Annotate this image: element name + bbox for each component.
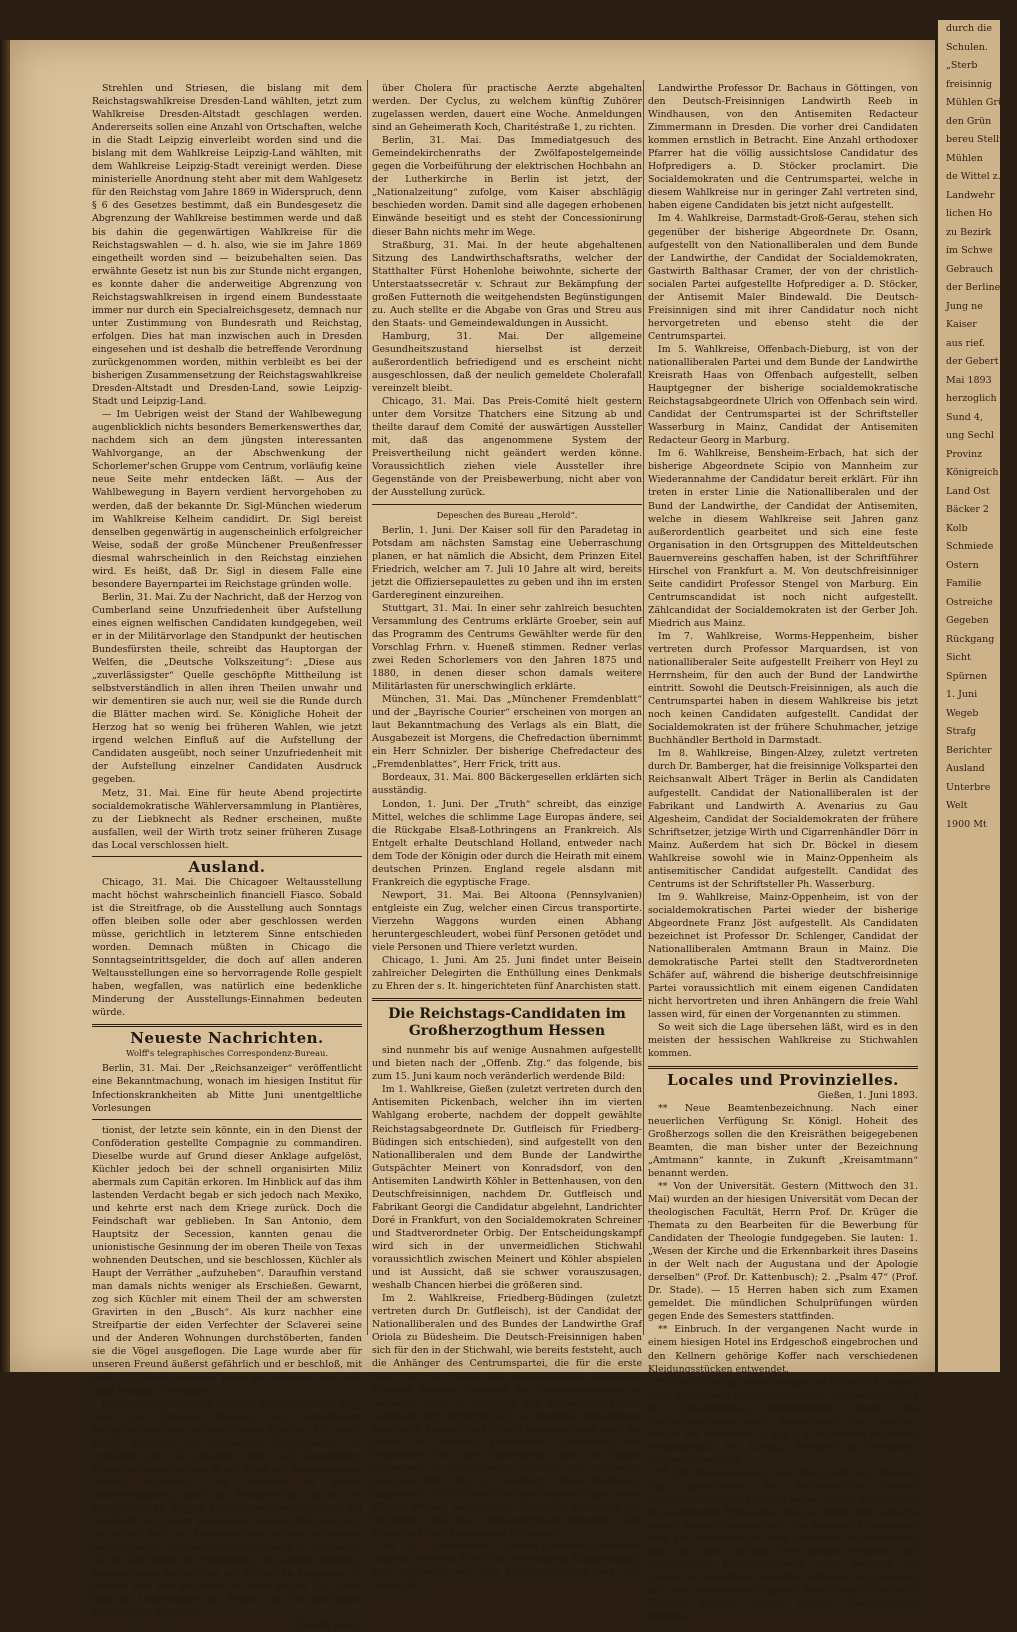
article-paragraph: ** Von der Universität. Gestern (Mittwoch den 31. Mai) wurden an der hiesigen Universität vom Decan der theologischen Facultät, Herrn Prof. Dr. Krüger die Themata zu den Bearbeiten für die Bewerbung für Candidaten der Theologie fundgegeben. Sie lauten: 1. „Wesen der Kirche und die Erkennbarkeit ihres Daseins in der Welt nach der Augustana und der Apologie derselben“ (Prof. Dr. Kattenbusch); 2. „Psalm 47“ (Prof. Dr. Stade). — 15 Herren haben sich zum Examen gemeldet. Die mündlichen Schulprüfungen würden gegen Ende des Semesters stattfinden. xyxy=(648,1180,918,1323)
facing-page-line: Strafg xyxy=(946,726,977,737)
article-paragraph: Chicago, 1. Juni. Am 25. Juni findet unter Beisein zahlreicher Delegirten die Enthüllung eines Denkmals zu Ehren der s. It. hingerichteten fünf Anarchisten statt. xyxy=(372,955,642,993)
article-paragraph: So weit sich die Lage übersehen läßt, wird es in den meisten der hessischen Wahlkreise zu Stichwahlen kommen. xyxy=(648,1022,918,1060)
article-paragraph: Chicago, 31. Mai. Das Preis-Comité hielt gestern unter dem Vorsitze Thatchers eine Sitzung ab und theilte darauf dem Comité der auswärtigen Aussteller mit, daß das angenommene System der Preisvertheilung nicht geändert werden könne. Voraussichtlich ziehen viele Aussteller ihre Gegenstände von der Preisbewerbung, nicht aber von der Ausstellung zurück. xyxy=(372,396,642,499)
facing-page-line: der Berliner xyxy=(946,282,1005,293)
article-paragraph: Berlin, 1. Juni. Der Kaiser soll für den Paradetag in Potsdam am nächsten Samstag eine Ueberraschung planen, er hat nämlich die Absicht, dem Prinzen Eitel Friedrich, welcher am 7. Juli 10 Jahre alt wird, bereits jetzt die Offiziersepaulettes zu geben und ihn im ersten Gardereginent einzureihen. xyxy=(372,524,642,601)
facing-page-line: im Schwe xyxy=(946,245,993,256)
facing-page-line: de Wittel z. xyxy=(946,171,1001,182)
facing-page-line: zu Bezirk xyxy=(946,226,992,238)
bureau-subheading: Wolff's telegraphisches Correspondenz-Bureau. xyxy=(125,1048,329,1059)
facing-page-fragment xyxy=(938,20,1017,1372)
section-heading-locales: Locales und Provinzielles. xyxy=(667,1070,899,1089)
dateline: Gießen, 1. Juni 1893. xyxy=(817,1089,918,1101)
section-heading-ausland: Ausland. xyxy=(188,857,266,876)
facing-page-line: Gegeben xyxy=(946,615,989,626)
facing-page-line: ung Sechl xyxy=(946,430,994,441)
article-paragraph: ** Für Taubenzüchter. Vom Main wird der „Darmst. Ztg.“ geschrieben: Die Taubenzüchter unserer weitesten Umgebung führen neuer bittere Klagen über die auffallende Thatsache, daß nur selten die Aufzucht junger Tauben gelingen will. Die seltsame Erscheinung wird von Sachkundigen dem Umstande zugeschrieben, daß die alten Tauben ihre Jungen mitunter mit aufgequellten Dungsalzkörnern atzen, wodurch die Jungen an Vergiftung verenden, während das Dungsalz bei den widerstandsfähigeren Alten seine schädliche Wirkung weniger äußert. Manche Taubenzüchter erleiden xyxy=(648,1467,918,1623)
article-paragraph: Im 9. Wahlkreise, Mainz-Oppenheim, ist von der socialdemokratischen Partei wieder der bisherige Abgeordnete Franz Jöst aufgestellt. Als Candidaten bezeichnet ist Professor Dr. Schlenger, Candidat der Nationalliberalen Amtmann Braun in Mainz. Die demokratische Partei stellt den Stadtverordneten Schäfer auf, während die bisherige deutschfreisinnige Partei voraussichtlich mit einem eigenen Candidaten nicht hervortreten und ihren Anhängern die freie Wahl lassen wird, für einen der Vorgenannten zu stimmen. xyxy=(648,891,918,1021)
facing-page-line: aus rief. xyxy=(946,337,986,349)
article-paragraph: über Cholera für practische Aerzte abgehalten werden. Der Cyclus, zu welchem künftig Zuhörer zugelassen werden, dauert eine Woche. Anmeldungen sind an Geheimerath Koch, Charitéstraße 1, zu richten. xyxy=(372,83,642,134)
facing-page-line: Spürnen xyxy=(946,670,988,682)
facing-page-line: Jung ne xyxy=(946,300,983,312)
facing-page-line: Land Ost xyxy=(946,485,990,497)
article-paragraph: Chicago, 31. Mai. Die Chicagoer Weltausstellung macht höchst wahrscheinlich financiell Fiasco. Sobald ist die Streitfrage, ob die Ausstellung auch Sonntags offen bleiben solle oder aber geschlossen werden müsse, gerichtlich in letzterem Sinne entschieden worden. Demnach müßten in Chicago die Sonntagseintrittsgelder, die doch auf allen anderen Weltausstellungen eine so hervorragende Rolle gespielt haben, wegfallen, was natürlich eine bedenkliche Minderung der Ausstellungs-Einnahmen bedeuten würde. xyxy=(92,876,362,1019)
article-paragraph: Strehlen und Striesen, die bislang mit dem Reichstagswahlkreise Dresden-Land wählten, jetzt zum Wahlkreise Dresden-Altstadt geschlagen werden. Andererseits sollen eine Anzahl von Ortschaften, welche in die Stadt Leipzig einverleibt worden sind und die bislang mit dem Wahlkreise Leipzig-Land wählten, mit dem Wahlkreise Leipzig-Stadt vereinigt werden. Diese ministerielle Anordnung steht aber mit dem Wahlgesetz für den Reichstag vom Jahre 1869 in Widerspruch, denn § 6 des Gesetzes bestimmt, daß ein Bundesgesetz die Abgrenzung der Wahlkreise bestimmen werde und daß bis dahin die gegenwärtigen Wahlkreise für die Reichstagswahlen — d. h. also, wie sie im Jahre 1869 eingetheilt worden sind — beizubehalten seien. Das erwähnte Gesetz ist nun bis zur Stunde nicht ergangen, es konnte daher die anderweitige Abgrenzung von Reichstagswahlkreisen in irgend einem Bundesstaate immer nur durch ein Specialreichsgesetz, demnach nur unter Zustimmung von Bundesrath und Reichstag, erfolgen. Dies hat man inzwischen auch in Dresden eingesehen und ist deshalb die betreffende Verordnung zurückgenommen worden, mithin verbleibt es bei der bisherigen Zusammensetzung der Reichstagswahlkreise Dresden-Altstadt und Dresden-Land, sowie Leipzig-Stadt und Leipzig-Land. xyxy=(92,83,362,408)
article-paragraph: Straßburg, 31. Mai. In der heute abgehaltenen Sitzung des Landwirthschaftsraths, welcher der Statthalter Fürst Hohenlohe beiwohnte, sicherte der Unterstaatssecretär v. Schraut zur Bekämpfung der großen Futternoth die weitgehendsten Begünstigungen zu. Auch stellte er die Abgabe von Gras und Streu aus den Staats- und Gemeindewaldungen in Aussicht. xyxy=(372,239,642,329)
article-paragraph: sind nunmehr bis auf wenige Ausnahmen aufgestellt und bieten nach der „Offenb. Ztg.“ das folgende, bis zum 15. Juni kaum noch veränderlich werdende Bild: xyxy=(372,1045,642,1083)
facing-page-line: bereu Stellung xyxy=(946,134,1017,145)
facing-page-line: Kolb xyxy=(946,522,968,534)
column-2 xyxy=(372,82,642,1592)
article-paragraph: ** Neue Beamtenbezeichnung. Nach einer neuerlichen Verfügung Sr. Königl. Hoheit des Großherzogs sollen die den Kreisräthen beigegebenen Beamten, die man bisher unter der Bezeichnung „Amtmann“ kannte, in Zukunft „Kreisamtmann“ benannt werden. xyxy=(648,1102,918,1179)
article-paragraph: München, 31. Mai. Das „Münchener Fremdenblatt“ und der „Bayrische Courier“ erscheinen von morgen an laut Bekanntmachung des Verlags als ein Blatt, die Ausgabezeit ist Morgens, die Chefredaction übernimmt ein Herr Schnizler. Der bisherige Chefredacteur des „Fremdenblattes“, Herr Frick, tritt aus. xyxy=(372,694,642,771)
section-divider xyxy=(92,1024,362,1027)
article-paragraph: Hamburg, 31. Mai. Der allgemeine Gesundheitszustand hierselbst ist derzeit außerordentlich befriedigend und es erscheint nicht ausgeschlossen, daß der neulich gemeldete Cholerafall vereinzelt bleibt. xyxy=(372,330,642,395)
facing-page-line: Sund 4, xyxy=(946,411,983,423)
feuilleton-divider xyxy=(92,1119,362,1120)
facing-page-line: Provinz xyxy=(946,448,983,460)
article-paragraph: Im 6. Wahlkreise, Bensheim-Erbach, hat sich der bisherige Abgeordnete Scipio von Mannheim zur Wiederannahme der Candidatur bereit erklärt. Für ihn treten in erster Linie die Nationalliberalen und der Bund der Landwirthe, der Candidat der Antisemiten, welche in diesem Wahlkreise seit Jahren ganz außerordentlich gearbeitet und sich eine feste Organisation in den Ortsgruppen des Mitteldeutschen Bauernvereins geschaffen haben, ist der Schriftführer Hirschel von Frankfurt a. M. Von deutschfreisinniger Seite candidirt Professor Stengel von Marburg. Ein Centrumscandidat ist noch nicht aufgestellt. Zählcandidat der Socialdemokraten ist der Gerber Joh. Miedrich aus Mainz. xyxy=(648,448,918,629)
facing-page-line: „Sterb xyxy=(946,60,978,71)
section-heading-hessen: Die Reichstags-Candidaten im Großherzogthum Hessen xyxy=(388,1006,626,1040)
facing-page-line: Sicht xyxy=(946,652,971,663)
facing-page-line: Königreich xyxy=(946,467,999,478)
facing-page-line: herzoglich xyxy=(946,393,997,404)
article-paragraph: Berlin, 31. Mai. Der „Reichsanzeiger“ veröffentlicht eine Bekanntmachung, wonach im hiesigen Institut für Infectionskrankheiten ab Mitte Juni unentgeltliche Vorlesungen xyxy=(92,1063,362,1114)
article-paragraph: ** Seitz-Stiftung. Bewerbungen um die am 14. August fällig werdenden diesjährigen Gaben der Seitz-Stiftung für Unterstützung nothleidender Aerzte des Großherzogthums oder Angehöriger von solchen, mögen bis spätestens 1. Juli l. J. begründet bei Herrn Medicinalrath Dr. Lorenz, Kreisarzt in Friedberg, eingereicht werden. xyxy=(648,1376,918,1466)
article-paragraph: Berlin, 31. Mai. Das Immediatgesuch des Gemeindekirchenraths der Zwölfapostelgemeinde gegen die Vorbeiführung der elektrischen Hochbahn an der Lutherkirche in Berlin ist jetzt, der „Nationalzeitung“ zufolge, vom Kaiser abschlägig beschieden worden. Damit sind alle dagegen erhobenen Einwände beseitigt und es steht der Concessionirung dieser Bahn nichts mehr im Wege. xyxy=(372,135,642,238)
facing-page-line: Wegeb xyxy=(946,707,979,719)
article-paragraph: Im 7. Wahlkreise, Worms-Heppenheim, bisher vertreten durch Professor Marquardsen, ist von nationalliberaler Seite aufgestellt Freiherr von Heyl zu Herrnsheim, für den auch der Bund der Landwirthe eintritt. Sowohl die Deutsch-Freisinnigen, als auch die Centrumspartei haben in diesem Wahlkreise bis jetzt noch keinen Candidaten aufgestellt. Candidat der Socialdemokraten ist der frühere Schuhmacher, jetzige Buchhändler Berthold in Darmstadt. xyxy=(648,630,918,747)
article-paragraph: Landwirthe Professor Dr. Bachaus in Göttingen, von den Deutsch-Freisinnigen Landwirth Reeb in Windhausen, von den Antisemiten Redacteur Zimmermann in Dresden. Die vorher drei Candidaten kommen ernstlich in Betracht. Eine Anzahl orthodoxer Pfarrer hat die völlig aussichtslose Candidatur des Hofpredigers a. D. Stöcker proclamirt. Die Socialdemokraten und die Centrumspartei, welche in diesem Wahlkreise nur in geringer Zahl vertreten sind, haben eigene Candidaten bis jetzt nicht aufgestellt. xyxy=(648,83,918,212)
facing-page-line: freisinnig xyxy=(946,78,992,90)
column-rule-2 xyxy=(643,80,644,1335)
bureau-subheading: Depeschen des Bureau „Herold“. xyxy=(436,509,578,520)
section-divider xyxy=(372,504,642,505)
facing-page-line: Berichter xyxy=(946,744,992,756)
facing-page-line: den Grün xyxy=(946,115,992,127)
column-rule-1 xyxy=(367,80,368,1335)
facing-page-line: Kaiser xyxy=(946,319,977,330)
facing-page-line: Ostreiche xyxy=(946,596,993,608)
facing-page-line: Gebrauch xyxy=(946,263,994,275)
article-paragraph: ** Einbruch. In der vergangenen Nacht wurde in einem hiesigen Hotel ins Erdgeschoß eingebrochen und den Kellnern gehörige Koffer nach verschiedenen Kleidungsstücken entwendet. xyxy=(648,1324,918,1375)
article-paragraph: — Im Uebrigen weist der Stand der Wahlbewegung augenblicklich nichts besonders Bemerkenswerthes dar, nachdem sich an dem jüngsten interessanten Wahlvorgange, an der Abschwenkung der Schorlemer'schen Gruppe vom Centrum, vorläufig keine neue Seite mehr entdecken läßt. — Aus der Wahlbewegung in Bayern verdient hervorgehoben zu werden, daß der bekannte Dr. Sigl-München wiederum im Wahlkreise Kelheim candidirt. Dr. Sigl bereist denselben gegenwärtig in augenscheinlich erfolgreicher Weise, sodaß der große Münchener Preußenfresser diesmal wahrscheinlich in den Reichstag einziehen wird. Es heißt, daß Dr. Sigl in diesem Falle eine besondere Bayernpartei im Reichstage gründen wolle. xyxy=(92,409,362,590)
article-paragraph: Im 2. Wahlkreise, Friedberg-Büdingen (zuletzt vertreten durch Dr. Gutfleisch), ist der Candidat der Nationalliberalen und des Bundes der Landwirthe Graf Oriola zu Büdesheim. Die Deutsch-Freisinnigen haben sich für den in der Stichwahl, wie bereits feststeht, auch die Anhänger des Centrumspartei, die für die erste Wahl den Dr. Lieber als Zählcandidaten aufstellen, stimmen werden. Candidat der Socialdemokraten ist Gastwirth Prinz in Frankfurt. Die Antisemiten haben, nachdem der ursprünglich in Aussicht genommene Landwirth Leopard in Melbach abgelehnt und auch die darauf in Aussicht genommene Candidatur des Schneiders Pelz von Dauernheim nicht zu Stande gekommen zu sein scheint, nunmehr den Landwirth Johannes Bär VIII. in Rohrbach (Kreis Büdingen) aufgestellt. Die Christlich-Socialen beabsichtigen einen Pfarrer Werner aufzustellen. Jedenfalls kommt es zur Stichwahl und zwar voraussichtlich zwischen Graf Oriola und dem Antisemiten Grünewald. xyxy=(372,1293,642,1539)
article-paragraph: Bordeaux, 31. Mai. 800 Bäckergesellen erklärten sich ausständig. xyxy=(372,772,642,797)
facing-page-line: Landwehr xyxy=(946,189,995,201)
facing-page-line: Schmiede xyxy=(946,541,994,552)
facing-page-line: Bäcker 2 xyxy=(946,504,989,515)
facing-page-line: Mühlen Grün xyxy=(946,97,1011,108)
article-paragraph: Im 4. Wahlkreise, Darmstadt-Groß-Gerau, stehen sich gegenüber der bisherige Abgeordnete Dr. Osann, aufgestellt von den Nationalliberalen und dem Bunde der Landwirthe, der Candidat der Socialdemokraten, Gastwirth Balthasar Cramer, der von der christlich-socialen Partei aufgestellte Hofprediger a. D. Stöcker, der Antisemit Maler Bindewald. Die Deutsch-Freisinnigen sind mit ihrer Candidatur noch nicht hervorgetreten und ebenso steht die der Centrumspartei. xyxy=(648,213,918,342)
section-divider xyxy=(648,1066,918,1069)
facing-page-line: Ostern xyxy=(946,559,979,571)
facing-page-line: lichen Ho xyxy=(946,208,993,219)
facing-page-line: 1. Juni xyxy=(946,689,978,700)
facing-page-line: 1900 Mt xyxy=(946,818,987,830)
facing-page-line: Mühlen xyxy=(946,152,983,164)
facing-page-line: Ausland xyxy=(946,763,985,774)
article-paragraph: Im 8. Wahlkreise, Bingen-Alzey, zuletzt vertreten durch Dr. Bamberger, hat die freisinnige Volkspartei den Reichsanwalt Albert Träger in Berlin als Candidaten aufgestellt. Candidat der Nationalliberalen ist der Fabrikant und Landwirth A. Avenarius zu Gau Algesheim, Candidat der Socialdemokraten der frühere Schriftsetzer, jetzige Wirth und Cigarrenhändler Dörr in Mainz. Außerdem hat sich Dr. Böckel in diesem Wahlkreise sowohl wie in Mainz-Oppenheim als antisemitischer Candidat aufgestellt. Candidat des Centrums ist der Schriftsteller Ph. Wasserburg. xyxy=(648,748,918,890)
facing-page-line: Schulen. xyxy=(946,41,988,53)
facing-page-line: Familie xyxy=(946,578,982,589)
article-paragraph: Berlin, 31. Mai. Zu der Nachricht, daß der Herzog von Cumberland seine Unzufriedenheit über Aufstellung eines eignen welfischen Candidaten kundgegeben, weil er in der Militärvorlage den Standpunkt der heutischen Bundesfürsten theile, schreibt das Hauptorgan der Welfen, die „Deutsche Volkszeitung“: „Diese aus „zuverlässigster“ Quelle geschöpfte Mittheilung ist selbstverständlich in allen ihren Theilen unwahr und wir dementiren sie auch nur, weil sie die Runde durch die Blätter machen wird. Se. Königliche Hoheit der Herzog hat so wenig bei früheren Wahlen, wie jetzt irgend welchen Einfluß auf die Aufstellung der Candidaten ausgeübt, noch seiner Unzufriedenheit mit der Aufstellung einzelner Candidaten Ausdruck gegeben. xyxy=(92,591,362,786)
facing-page-line: durch die xyxy=(946,23,992,34)
article-paragraph: Im 3. Wahlkreise, Alsfeld-Lauterbach-Schotten (zuletzt vertreten durch den Antisemiten Zimmermann), sind aufgestellt von den Nationalliberalen und dem Bunde der xyxy=(372,1541,642,1592)
column-1 xyxy=(92,82,362,1632)
facing-page-line: Welt xyxy=(946,800,968,811)
feuilleton-paragraph: Leider zu spät machte sich die Schaar auf den Weg, denn der Provost Marshal des betreffenden Militärbezirks hatte bereits Colonel Duff mit 120 Mann Befehl gegeben, die „schwarzen Republikaner“ zu verfolgen und sie lebendig oder todt einzuliefern. Dieselben waren bereits in der Nähe der mexikanischen Grenze angelangt. Sie lagerten in einem Gedernwäldchen, dicht am Nueces-Fluß, als sie am Morgen des 10. August 1862 (einem Sonntag) noch bei Zwielicht von einem Kugelregen überschüttet wurden, der sofort drei der Ueberraschten schwer verwundet niederstreckte. Ja Bewerberin vom Abend zu Tag vorher wie als die Hälfte der Flüchtlinge eine andere Richtung eingeschlagen hatten, um der Gefahr zu entgehen. Es fochten also nur ungefähr 30 Mann gegen 120. Dazu kam die Ungleichheit der Waffen und die geschützte Stellung der Angreifer. xyxy=(92,1398,362,1619)
section-divider xyxy=(92,856,362,857)
article-paragraph: Im 5. Wahlkreise, Offenbach-Dieburg, ist von der nationalliberalen Partei und dem Bunde der Landwirthe Kreisrath Haas von Offenbach aufgestellt, selben Hauptgegner der bisherige socialdemokratische Reichstagsabgeordnete Ulrich von Offenbach sein wird. Candidat der Centrumspartei ist der Schriftsteller Wasserburg in Mainz, Candidat der Antisemiten Redacteur Georg in Marburg. xyxy=(648,343,918,447)
section-divider xyxy=(372,998,642,1001)
continuation-note: (Schluß folgt.) xyxy=(293,1620,362,1632)
article-paragraph: Stuttgart, 31. Mai. In einer sehr zahlreich besuchten Versammlung des Centrums erklärte Groeber, sein auf das Programm des Centrums Gewählter werde für den Vorschlag Frhrn. v. Hueneß stimmen. Redner verlas zwei Reden Schorlemers von den Jahren 1875 und 1880, in denen dieser schon damals weitere Militärlasten für unerschwinglich erklärte. xyxy=(372,602,642,693)
column-3 xyxy=(648,82,918,1623)
facing-page-line: Rückgang xyxy=(946,633,995,645)
article-paragraph: Metz, 31. Mai. Eine für heute Abend projectirte socialdemokratische Wählerversammlung in Plantières, zu der Liebknecht als Redner erscheinen, mußte ausfallen, weil der Wirth trotz seiner früheren Zusage das Local verschlossen hielt. xyxy=(92,787,362,851)
article-paragraph: Im 1. Wahlkreise, Gießen (zuletzt vertreten durch den Antisemiten Pickenbach, welcher ihn im vierten Wahlgang eroberte, nachdem der doppelt gewählte Reichstagsabgeordnete Dr. Gutfleisch für Friedberg-Büdingen sich entschieden), sind aufgestellt von den Nationalliberalen und dem Bunde der Landwirthe Gutspächter Meinert von Konradsdorf, von den Antisemiten Landwirth Köhler in Bettenhausen, von den Deutschfreisinnigen, nachdem Dr. Gutfleisch und Fabrikant Georgi die Candidatur abgelehnt, Landrichter Doré in Frankfurt, von den Socialdemokraten Schreiner und Stadtverordneter Orbig. Der Entscheidungskampf wird sich in der unvermeidlichen Stichwahl voraussichtlich zwischen Meinert und Köhler abspielen und ist Aussicht, daß sie schwer vorauszusagen, weshalb Chancen hierbei die größeren sind. xyxy=(372,1084,642,1292)
facing-page-line: der Gebert xyxy=(946,356,999,367)
feuilleton-paragraph: tionist, der letzte sein könnte, ein in den Dienst der Conföderation gestellte Compagnie zu commandiren. Dieselbe wurde auf Grund dieser Anklage aufgelöst, Küchler jedoch bei der schnell organisirten Miliz abermals zum Capitän erkoren. Im Hinblick auf das ihm lastenden Verdacht begab er sich jedoch nach Mexiko, und kehrte erst nach dem Kriege zurück. Doch die Feindschaft war geblieben. In San Antonio, dem Hauptsitz der Secession, kannten genau die unionistische Gesinnung der im oberen Theile von Texas wohnenden Deutschen, und sie beschlossen, Küchler als Haupt der Verräther „aufzuheben“. Daraufhin verstand man damals nichts weniger als Erschießen. Gewarnt, zog sich Küchler mit einem Theil der am schwersten Gravirten in den „Busch“. Als kurz nachher eine Streifpartie der eiden Verfechter der Sclaverei seine und der Anderen Wohnungen durchstöberten, fanden sie die Vögel ausgeflogen. Die Lage wurde aber für unseren Freund äußerst gefährlich und er beschloß, mit noch 63 Gleichgesinnten Texas zu verlassen und sich nach Mexiko zu wenden. xyxy=(92,1124,362,1397)
section-heading-neueste: Neueste Nachrichten. xyxy=(130,1029,324,1048)
article-paragraph: Newport, 31. Mai. Bei Altoona (Pennsylvanien) entgleiste ein Zug, welcher einen Circus transportirte. Vierzehn Waggons wurden einen Abhang heruntergeschleudert, wobei fünf Personen getödet und viele Personen und Thiere verletzt wurden. xyxy=(372,889,642,954)
facing-page-line: Mai 1893 xyxy=(946,374,992,386)
facing-page-line: Unterbre xyxy=(946,781,991,793)
article-paragraph: London, 1. Juni. Der „Truth“ schreibt, das einzige Mittel, welches die schlimme Lage Europas ändere, sei die Rückgabe Elsaß-Lothringens an Frankreich. Als Entgelt erhalte Deutschland Holland, entweder nach dem Tode der Königin oder durch die Heirath mit einem deutschen Prinzen. England regele alsdann mit Frankreich die egyptische Frage. xyxy=(372,798,642,888)
